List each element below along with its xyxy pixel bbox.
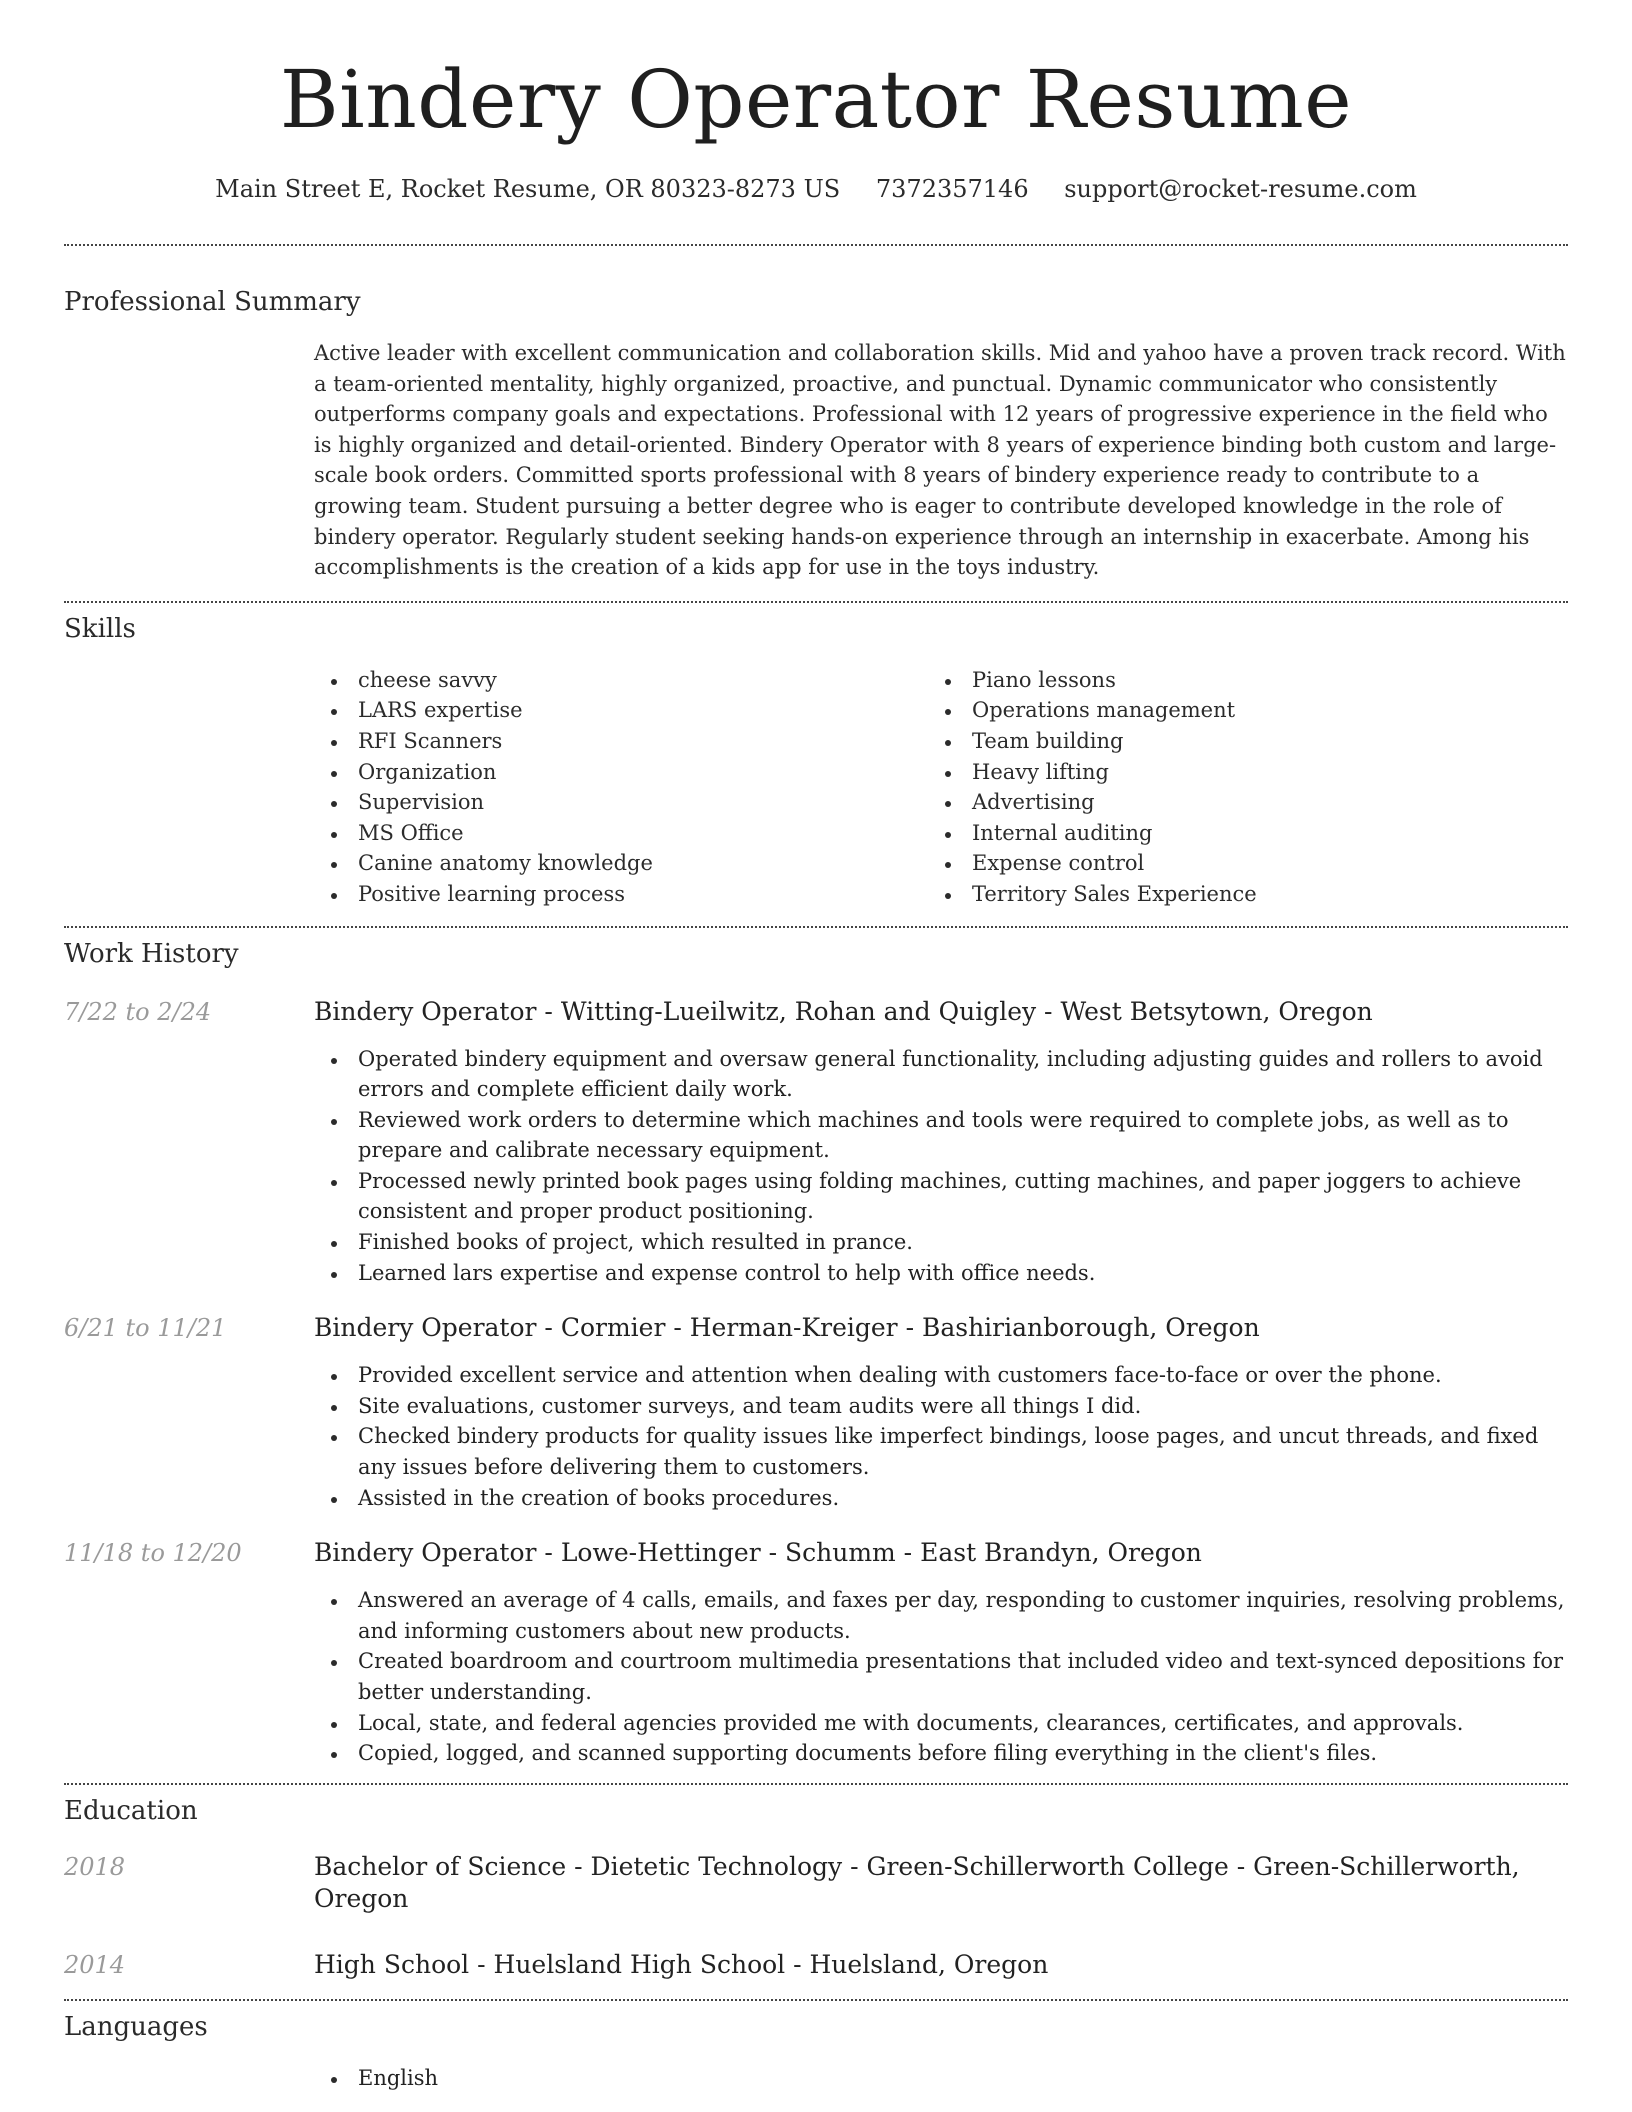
- education-date: 2018: [64, 1852, 126, 1881]
- page-title: Bindery Operator Resume: [279, 53, 1353, 146]
- contact-line: [0, 174, 1632, 204]
- languages-heading: Languages: [64, 2011, 208, 2042]
- skill-item: Piano lessons: [928, 665, 1542, 696]
- skill-item: Organization: [314, 757, 928, 788]
- job-header: [64, 996, 1568, 1028]
- education-title: High School - Huelsland High School - Huelsland, Oregon: [314, 1949, 1049, 1979]
- summary-section: [0, 286, 1632, 583]
- skills-list-left: [314, 665, 928, 910]
- job-header: [64, 1537, 1568, 1569]
- job-bullet: Provided excellent service and attention when dealing with customers face-to-face or over the phone.: [314, 1360, 1568, 1391]
- education-entry: [64, 1949, 1568, 1981]
- job-bullet: Finished books of project, which resulted in prance.: [314, 1227, 1568, 1258]
- job-bullet: Reviewed work orders to determine which machines and tools were required to complete jobs, as well as to prepare and calibrate necessary equipment.: [314, 1105, 1568, 1166]
- job-date: 6/21 to 11/21: [64, 1314, 227, 1343]
- divider: [64, 1999, 1568, 2001]
- education-list: [64, 1851, 1568, 1981]
- skills-heading: Skills: [64, 613, 136, 644]
- skill-item: MS Office: [314, 818, 928, 849]
- job-bullet: Site evaluations, customer surveys, and team audits were all things I did.: [314, 1391, 1568, 1422]
- skill-item: Territory Sales Experience: [928, 879, 1542, 910]
- work-section: [0, 938, 1632, 1769]
- job-entry: [64, 996, 1568, 1289]
- job-bullet: Local, state, and federal agencies provided me with documents, clearances, certificates, and approvals.: [314, 1708, 1568, 1739]
- job-date: 7/22 to 2/24: [64, 997, 212, 1026]
- summary-heading: Professional Summary: [64, 287, 361, 317]
- job-title: Bindery Operator - Witting-Lueilwitz, Rohan and Quigley - West Betsytown, Oregon: [314, 996, 1373, 1026]
- job-bullets: [314, 1585, 1568, 1769]
- languages-list: [314, 2063, 1568, 2094]
- skills-section: [0, 613, 1632, 910]
- job-date: 11/18 to 12/20: [64, 1539, 242, 1568]
- languages-section: [0, 2011, 1632, 2094]
- job-title: Bindery Operator - Cormier - Herman-Kreiger - Bashirianborough, Oregon: [314, 1313, 1260, 1343]
- work-heading: Work History: [64, 938, 239, 969]
- education-date: 2014: [64, 1950, 126, 1979]
- divider: [64, 244, 1568, 246]
- skill-item: Internal auditing: [928, 818, 1542, 849]
- job-bullet: Learned lars expertise and expense control to help with office needs.: [314, 1258, 1568, 1289]
- resume-header: [0, 0, 1632, 204]
- summary-text: Active leader with excellent communication and collaboration skills. Mid and yahoo have a proven track record. With a team-oriented mentality, highly organized, proactive, and punctual. Dynamic communicator who consistently outperforms company goals and expectations. Professional with 12 years of progressive experience in the field who is highly organized and detail-oriented. Bindery Operator with 8 years of experience binding both custom and large-scale book orders. Committed sports professional with 8 years of bindery experience ready to contribute to a growing team. Student pursuing a better degree who is eager to contribute developed knowledge in the role of bindery operator. Regularly student seeking hands-on experience through an internship in exacerbate. Among his accomplishments is the creation of a kids app for use in the toys industry.: [314, 341, 1566, 580]
- skill-item: cheese savvy: [314, 665, 928, 696]
- skill-item: Team building: [928, 726, 1542, 757]
- summary-body: [314, 338, 1568, 583]
- education-entry: [64, 1851, 1568, 1915]
- job-bullet: Assisted in the creation of books procedures.: [314, 1483, 1568, 1514]
- contact-phone: 7372357146: [875, 175, 1029, 203]
- job-bullet: Checked bindery products for quality issues like imperfect bindings, loose pages, and uncut threads, and fixed any issues before delivering them to customers.: [314, 1421, 1568, 1482]
- skill-item: LARS expertise: [314, 695, 928, 726]
- skill-item: Expense control: [928, 848, 1542, 879]
- skills-list-right: [928, 665, 1542, 910]
- contact-email: support@rocket-resume.com: [1064, 175, 1417, 203]
- skill-item: RFI Scanners: [314, 726, 928, 757]
- job-bullet: Created boardroom and courtroom multimedia presentations that included video and text-synced depositions for better understanding.: [314, 1646, 1568, 1707]
- skill-item: Positive learning process: [314, 879, 928, 910]
- divider: [64, 926, 1568, 928]
- job-title: Bindery Operator - Lowe-Hettinger - Schumm - East Brandyn, Oregon: [314, 1538, 1202, 1568]
- job-list: [64, 996, 1568, 1769]
- job-bullets: [314, 1044, 1568, 1289]
- skills-columns: [314, 665, 1568, 910]
- job-bullet: Answered an average of 4 calls, emails, and faxes per day, responding to customer inquiries, resolving problems, and informing customers about new products.: [314, 1585, 1568, 1646]
- job-entry: [64, 1312, 1568, 1513]
- job-bullet: Processed newly printed book pages using folding machines, cutting machines, and paper joggers to achieve consistent and proper product positioning.: [314, 1166, 1568, 1227]
- skill-item: Operations management: [928, 695, 1542, 726]
- education-heading: Education: [64, 1795, 198, 1826]
- skill-item: Canine anatomy knowledge: [314, 848, 928, 879]
- job-bullet: Operated bindery equipment and oversaw general functionality, including adjusting guides and rollers to avoid errors and complete efficient daily work.: [314, 1044, 1568, 1105]
- job-header: [64, 1312, 1568, 1344]
- education-title: Bachelor of Science - Dietetic Technology - Green-Schillerworth College - Green-Schillerworth, Oregon: [314, 1851, 1520, 1913]
- skill-item: Advertising: [928, 787, 1542, 818]
- education-section: [0, 1795, 1632, 1981]
- skill-item: Heavy lifting: [928, 757, 1542, 788]
- language-item: English: [314, 2063, 1568, 2094]
- divider: [64, 601, 1568, 603]
- job-bullet: Copied, logged, and scanned supporting documents before filing everything in the client's files.: [314, 1738, 1568, 1769]
- job-entry: [64, 1537, 1568, 1769]
- contact-address: Main Street E, Rocket Resume, OR 80323-8273 US: [215, 175, 841, 203]
- job-bullets: [314, 1360, 1568, 1513]
- divider: [64, 1783, 1568, 1785]
- skill-item: Supervision: [314, 787, 928, 818]
